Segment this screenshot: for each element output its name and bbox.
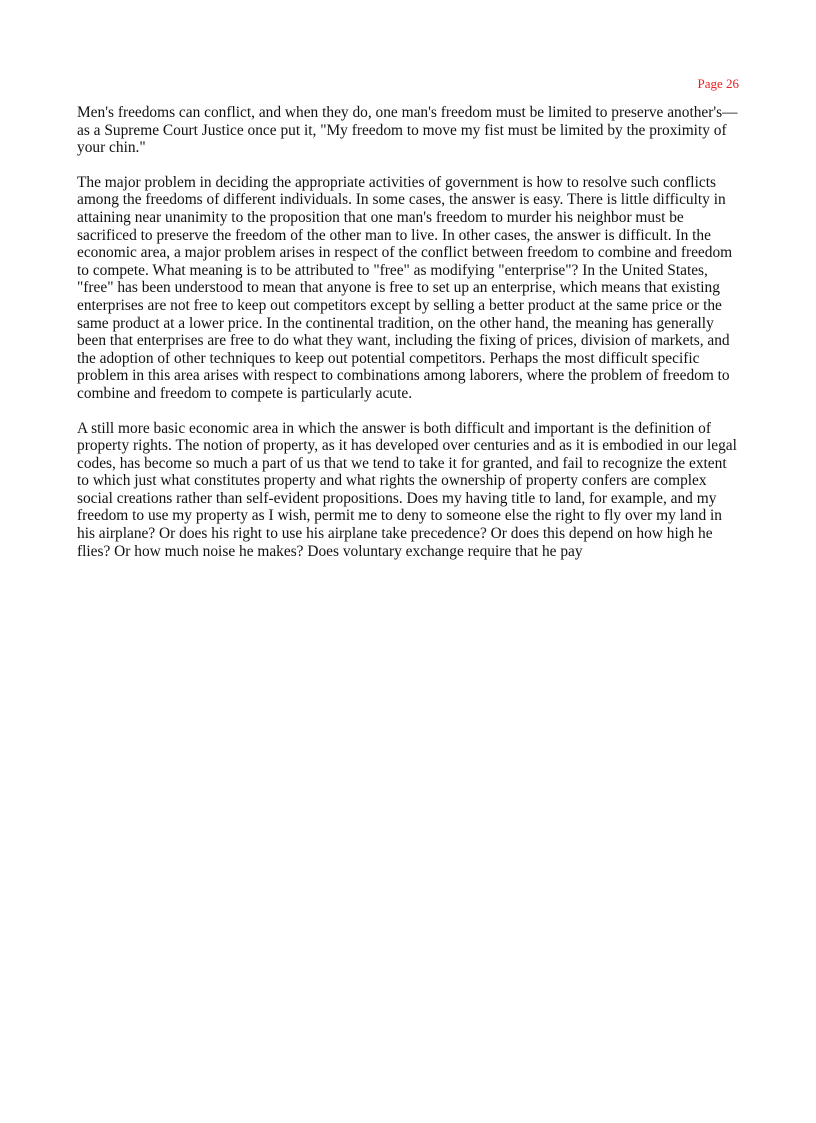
paragraph-2: The major problem in deciding the appropriate activities of government is how to resolve such conflicts among the freedoms of different individuals. In some cases, the answer is easy. There is little difficulty in attaining near unanimity to the proposition that one man's freedom to murder his neighbor must be sacrificed to preserve the freedom of the other man to live. In other cases, the answer is difficult. In the economic area, a major problem arises in respect of the conflict between freedom to combine and freedom to compete. What meaning is to be attributed to "free" as modifying "enterprise"? In the United States, "free" has been understood to mean that anyone is free to set up an enterprise, which means that existing enterprises are not free to keep out competitors except by selling a better product at the same price or the same product at a lower price. In the continental tradition, on the other hand, the meaning has generally been that enterprises are free to do what they want, including the fixing of prices, division of markets, and the adoption of other techniques to keep out potential competitors. Perhaps the most difficult specific problem in this area arises with respect to combinations among laborers, where the problem of freedom to combine and freedom to compete is particularly acute. <box>77 173 733 402</box>
paragraph-1: Men's freedoms can conflict, and when they do, one man's freedom must be limited to preserve another's—as a Supreme Court Justice once put it, "My freedom to move my fist must be limited by the proximity of your chin." <box>77 104 738 157</box>
page-number: Page 26 <box>697 76 739 91</box>
body-text <box>77 104 742 577</box>
paragraph-3: A still more basic economic area in which the answer is both difficult and important is the definition of property rights. The notion of property, as it has developed over centuries and as it is embodied in our legal codes, has become so much a part of us that we tend to take it for granted, and fail to recognize the extent to which just what constitutes property and what rights the ownership of property confers are complex social creations rather than self-evident propositions. Does my having title to land, for example, and my freedom to use my property as I wish, permit me to deny to someone else the right to fly over my land in his airplane? Or does his right to use his airplane take precedence? Or does this depend on how high he flies? Or how much noise he makes? Does voluntary exchange require that he pay <box>77 419 737 560</box>
